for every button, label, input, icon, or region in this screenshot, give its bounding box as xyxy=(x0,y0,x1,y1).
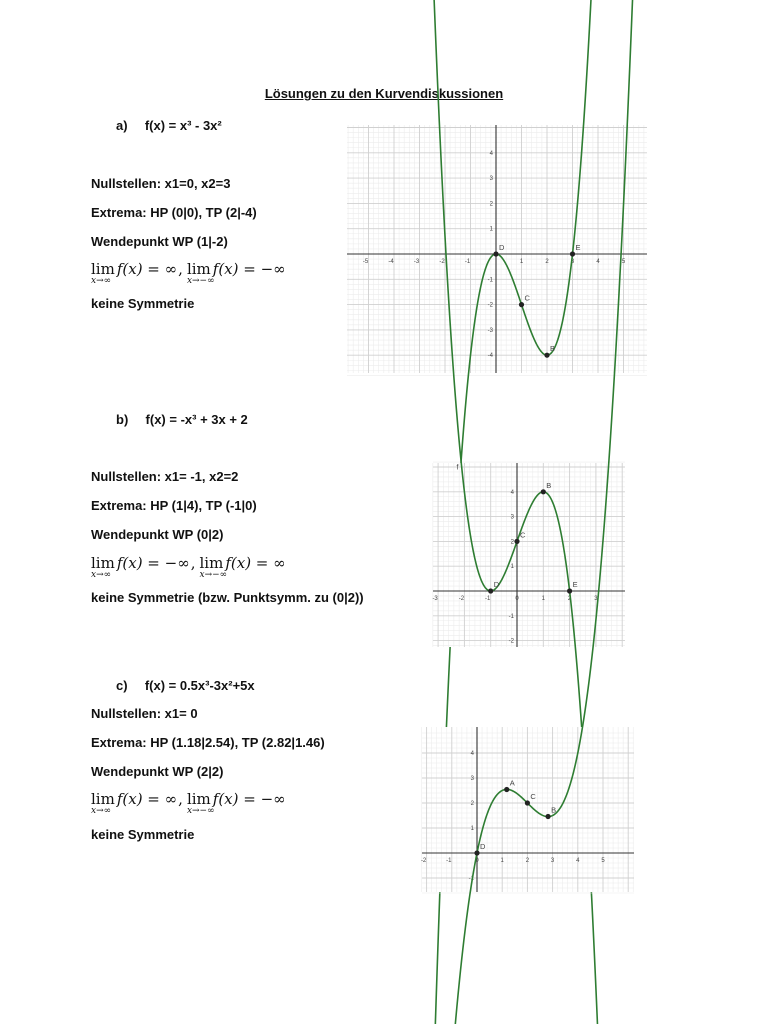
y-tick-label: -3 xyxy=(487,327,493,334)
y-tick-label: -1 xyxy=(487,277,493,284)
section-a-graph xyxy=(347,125,647,373)
point-marker xyxy=(570,251,575,256)
x-tick-label: 5 xyxy=(621,259,626,265)
y-tick-label: -1 xyxy=(468,876,474,882)
x-tick-label: -1 xyxy=(446,858,452,864)
section-b-nullstellen: Nullstellen: x1= -1, x2=2 xyxy=(91,469,239,484)
y-tick-label: 2 xyxy=(489,201,493,208)
y-tick-label: 3 xyxy=(470,776,474,782)
section-a-wendepunkt: Wendepunkt WP (1|-2) xyxy=(91,234,228,249)
x-tick-label: 1 xyxy=(541,596,545,602)
point-marker xyxy=(493,251,498,256)
y-tick-label: -2 xyxy=(487,302,493,309)
x-tick-label: 4 xyxy=(596,259,600,265)
section-c-heading xyxy=(116,678,255,693)
limit-operator: lim xyxy=(91,554,115,572)
point-label: E xyxy=(575,243,581,252)
x-tick-label: -1 xyxy=(485,596,491,602)
y-tick-label: 4 xyxy=(489,150,493,157)
section-c-function: f(x) = 0.5x³-3x²+5x xyxy=(144,678,255,693)
limit-operator: lim xyxy=(186,260,211,278)
limit-sub-plus: x→∞ xyxy=(91,806,112,816)
section-c-limit-minus: f(x) = −∞ xyxy=(212,790,286,808)
y-tick-label: 1 xyxy=(510,564,514,571)
x-tick-label: 2 xyxy=(567,596,572,602)
section-b-extrema: Extrema: HP (1|4), TP (-1|0) xyxy=(91,498,257,513)
y-tick-label: -1 xyxy=(508,613,514,620)
point-label: B xyxy=(550,344,556,354)
point-marker xyxy=(541,489,546,494)
point-label: C xyxy=(530,792,536,801)
point-marker xyxy=(504,787,509,792)
section-c-graph xyxy=(422,727,634,892)
point-label: B xyxy=(551,805,557,815)
section-b-limit-minus: f(x) = ∞ xyxy=(225,554,286,572)
point-label: E xyxy=(572,580,578,589)
page-title: Lösungen zu den Kurvendiskussionen xyxy=(264,86,504,101)
point-marker xyxy=(519,302,524,307)
x-tick-label: 3 xyxy=(570,259,575,265)
x-tick-label: 1 xyxy=(519,259,524,265)
limit-sub-plus: x→∞ xyxy=(91,276,112,286)
point-label: D xyxy=(499,243,505,252)
limit-sub-minus: x→−∞ xyxy=(186,276,215,286)
y-tick-label: 4 xyxy=(470,751,474,757)
x-tick-label: -3 xyxy=(413,259,420,265)
point-marker xyxy=(525,800,530,805)
section-a-symmetrie: keine Symmetrie xyxy=(91,296,195,311)
section-b-wendepunkt: Wendepunkt WP (0|2) xyxy=(91,527,224,542)
x-tick-label: 4 xyxy=(576,858,580,864)
section-b-heading xyxy=(116,412,248,427)
point-marker xyxy=(488,588,493,593)
limit-operator: lim xyxy=(91,260,115,278)
x-tick-label: 2 xyxy=(525,858,530,864)
y-tick-label: -4 xyxy=(487,353,493,360)
x-tick-label: -2 xyxy=(420,858,427,864)
y-tick-label: 1 xyxy=(470,826,474,832)
y-tick-label: 3 xyxy=(510,514,514,521)
section-b-limits: lim x→∞ f(x) = −∞, lim x→−∞ f(x) = ∞ xyxy=(91,554,286,580)
point-marker xyxy=(567,588,572,593)
y-tick-label: -2 xyxy=(508,638,514,645)
limit-operator: lim xyxy=(91,790,115,808)
function-label: f xyxy=(456,464,459,472)
point-label: C xyxy=(524,293,530,303)
y-tick-label: 4 xyxy=(510,489,514,496)
section-c-symmetrie: keine Symmetrie xyxy=(91,827,195,842)
point-marker xyxy=(544,353,549,358)
section-a-limit-plus: f(x) = ∞ xyxy=(116,260,178,278)
section-a-label: a) xyxy=(116,118,128,133)
section-a-heading xyxy=(116,118,222,133)
limit-sub-minus: x→−∞ xyxy=(186,806,215,816)
x-tick-label: 5 xyxy=(601,858,605,864)
x-tick-label: 3 xyxy=(550,858,555,864)
x-tick-label: 1 xyxy=(500,858,504,864)
point-marker xyxy=(514,539,519,544)
section-a-extrema: Extrema: HP (0|0), TP (2|-4) xyxy=(91,205,257,220)
point-marker xyxy=(545,814,550,819)
section-a-nullstellen: Nullstellen: x1=0, x2=3 xyxy=(91,176,231,191)
point-label: C xyxy=(520,530,526,540)
limit-operator: lim xyxy=(199,554,224,572)
x-tick-label: -4 xyxy=(388,259,394,265)
section-c-limit-plus: f(x) = ∞ xyxy=(116,790,178,808)
y-tick-label: 3 xyxy=(489,176,493,183)
x-tick-label: 0 xyxy=(515,596,519,602)
section-c-label: c) xyxy=(116,678,128,693)
x-tick-label: 3 xyxy=(594,596,598,602)
section-a-function: f(x) = x³ - 3x² xyxy=(144,118,222,133)
section-b-symmetrie: keine Symmetrie (bzw. Punktsymm. zu (0|2)) xyxy=(91,590,364,605)
graph-background xyxy=(422,727,634,892)
section-c-limits: lim x→∞ f(x) = ∞, lim x→−∞ f(x) = −∞ xyxy=(91,790,286,816)
point-label: D xyxy=(480,842,486,851)
y-tick-label: 2 xyxy=(470,801,474,807)
x-tick-label: -2 xyxy=(439,259,445,265)
x-tick-label: -2 xyxy=(458,596,465,602)
section-a-limit-minus: f(x) = −∞ xyxy=(212,260,286,278)
limit-sub-plus: x→∞ xyxy=(91,570,112,580)
section-c-nullstellen: Nullstellen: x1= 0 xyxy=(91,706,198,721)
section-b-limit-plus: f(x) = −∞ xyxy=(116,554,190,572)
section-c-extrema: Extrema: HP (1.18|2.54), TP (2.82|1.46) xyxy=(91,735,325,750)
point-marker xyxy=(474,850,479,855)
y-tick-label: 2 xyxy=(510,539,514,546)
limit-operator: lim xyxy=(186,790,211,808)
section-b-label: b) xyxy=(116,412,129,427)
point-label: B xyxy=(546,480,552,490)
point-label: D xyxy=(493,580,500,589)
x-tick-label: 0 xyxy=(475,858,479,864)
section-c-wendepunkt: Wendepunkt WP (2|2) xyxy=(91,764,224,779)
x-tick-label: -3 xyxy=(432,596,438,602)
y-tick-label: 1 xyxy=(489,226,493,233)
section-b-function: f(x) = -x³ + 3x + 2 xyxy=(145,412,248,427)
x-tick-label: 2 xyxy=(545,259,549,265)
point-label: A xyxy=(509,778,515,788)
limit-sub-minus: x→−∞ xyxy=(199,570,228,580)
section-a-limits: lim x→∞ f(x) = ∞, lim x→−∞ f(x) = −∞ xyxy=(91,260,286,286)
x-tick-label: -5 xyxy=(362,259,369,265)
x-tick-label: -1 xyxy=(464,259,471,265)
